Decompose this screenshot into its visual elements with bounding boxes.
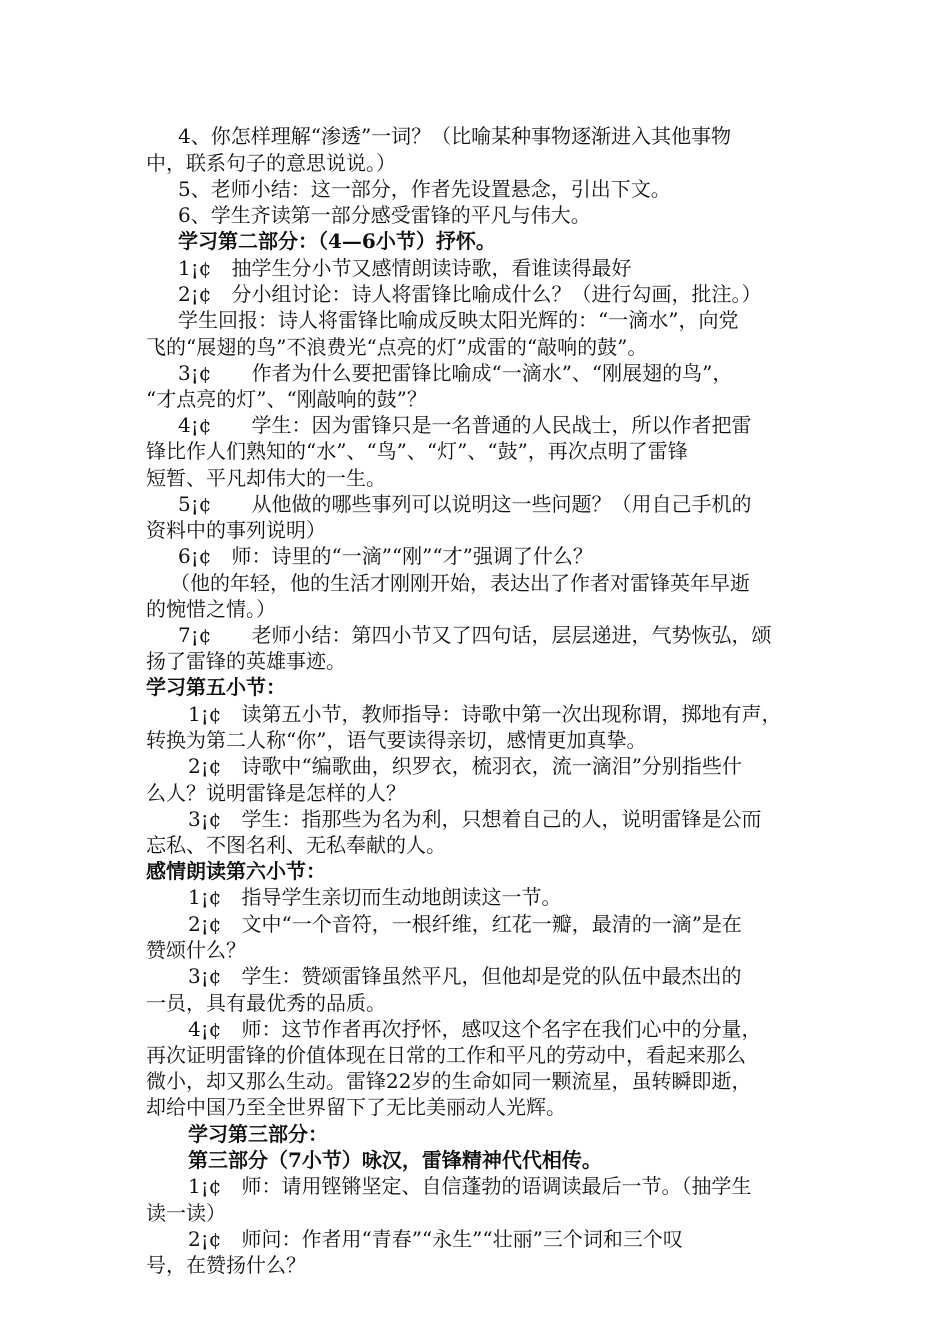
text-line: 转换为第二人称“你”，语气要读得亲切，感情更加真挚。: [146, 728, 647, 752]
text-line: 再次证明雷锋的价值体现在日常的工作和平凡的劳动中，看起来那么: [146, 1043, 746, 1067]
list-item: 1¡¢ 师：请用铿锵坚定、自信蓬勃的语调读最后一节。（抽学生: [188, 1174, 752, 1198]
list-item: 2¡¢ 文中“一个音符，一根纤维，红花一瓣，最清的一滴”是在: [188, 912, 742, 936]
text-line: 短暂、平凡却伟大的一生。: [146, 466, 386, 490]
list-item: 2¡¢ 师问：作者用“青春”“永生”“壮丽”三个词和三个叹: [188, 1227, 683, 1251]
list-item: 5¡¢ 从他做的哪些事列可以说明这一些问题？（用自己手机的: [178, 492, 752, 516]
section-heading: 感情朗读第六小节：: [146, 859, 326, 883]
text-line: 一员，具有最优秀的品质。: [146, 991, 386, 1015]
text-line: 飞的“展翅的鸟”不浪费光“点亮的灯”成雷的“敲响的鼓”。: [146, 335, 648, 359]
text-line: （他的年轻，他的生活才刚刚开始，表达出了作者对雷锋英年早逝: [170, 571, 750, 595]
text-line: 扬了雷锋的英雄事迹。: [146, 649, 346, 673]
list-item: 1¡¢ 指导学生亲切而生动地朗读这一节。: [188, 885, 562, 909]
list-item: 7¡¢ 老师小结：第四小节又了四句话，层层递进，气势恢弘，颂: [178, 623, 772, 647]
list-item: 3¡¢ 作者为什么要把雷锋比喻成“一滴水”、“刚展翅的鸟”，: [178, 361, 733, 385]
text-line: 中，联系句子的意思说说。）: [146, 151, 396, 175]
text-line: 忘私、不图名利、无私奉献的人。: [146, 833, 446, 857]
text-line: 却给中国乃至全世界留下了无比美丽动人光辉。: [146, 1095, 566, 1119]
text-line: 赞颂什么？: [146, 938, 246, 962]
section-heading: 学习第五小节：: [146, 675, 286, 699]
list-item: 1¡¢ 读第五小节，教师指导：诗歌中第一次出现称谓，掷地有声，: [188, 702, 782, 726]
text-line: 的惋惜之情。）: [146, 597, 276, 621]
text-line: 么人？说明雷锋是怎样的人？: [146, 781, 406, 805]
section-heading: 学习第二部分：（4—6小节）抒怀。: [178, 229, 496, 253]
list-item: 3¡¢ 学生：赞颂雷锋虽然平凡，但他却是党的队伍中最杰出的: [188, 964, 742, 988]
list-item: 3¡¢ 学生：指那些为名为利，只想着自己的人，说明雷锋是公而: [188, 807, 762, 831]
text-line: 号，在赞扬什么？: [146, 1253, 306, 1277]
text-line: 4、你怎样理解“渗透”一词？（比喻某种事物逐渐进入其他事物: [178, 124, 732, 148]
list-item: 2¡¢ 分小组讨论：诗人将雷锋比喻成什么？（进行勾画，批注。）: [178, 282, 762, 306]
list-item: 4¡¢ 学生：因为雷锋只是一名普通的人民战士，所以作者把雷: [178, 413, 752, 437]
list-item: 4¡¢ 师：这节作者再次抒怀，感叹这个名字在我们心中的分量，: [188, 1017, 762, 1041]
list-item: 6¡¢ 师：诗里的“一滴”“刚”“才”强调了什么？: [178, 544, 593, 568]
text-line: “才点亮的灯”、“刚敲响的鼓”？: [146, 387, 427, 411]
text-line: 6、学生齐读第一部分感受雷锋的平凡与伟大。: [178, 203, 591, 227]
text-line: 资料中的事列说明）: [146, 518, 326, 542]
list-item: 1¡¢ 抽学生分小节又感情朗读诗歌，看谁读得最好: [178, 256, 632, 280]
section-heading: 学习第三部分：: [188, 1122, 328, 1146]
text-line: 读一读）: [146, 1201, 226, 1225]
text-line: 锋比作人们熟知的“水”、“鸟”、“灯”、“鼓”，再次点明了雷锋: [146, 439, 688, 463]
list-item: 2¡¢ 诗歌中“编歌曲，织罗衣，梳羽衣，流一滴泪”分别指些什: [188, 754, 742, 778]
text-line: 学生回报：诗人将雷锋比喻成反映太阳光辉的：“一滴水”，向党: [178, 308, 739, 332]
section-subheading: 第三部分（7小节）咏汉，雷锋精神代代相传。: [188, 1148, 602, 1172]
text-line: 5、老师小结：这一部分，作者先设置悬念，引出下文。: [178, 177, 671, 201]
text-line: 微小，却又那么生动。雷锋22岁的生命如同一颗流星，虽转瞬即逝，: [146, 1069, 752, 1093]
